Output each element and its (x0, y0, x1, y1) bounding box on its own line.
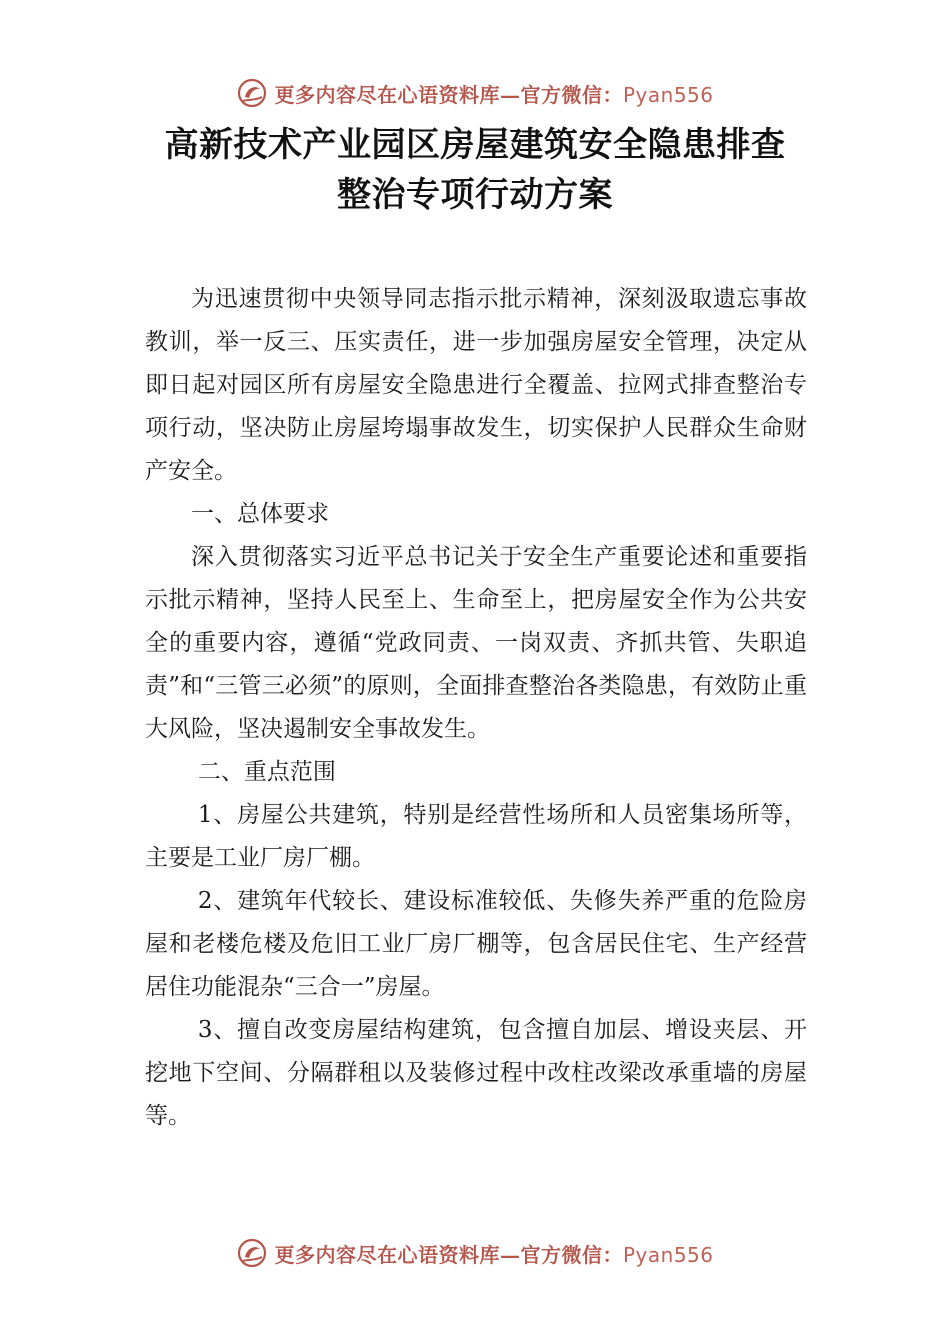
title-line-1: 高新技术产业园区房屋建筑安全隐患排查 (164, 125, 786, 165)
scope-item-2: 2、建筑年代较长、建设标准较低、失修失养严重的危险房屋和老楼危楼及危旧工业厂房厂棚等，包含居民住宅、生产经营居住功能混杂“三合一”房屋。 (145, 888, 807, 1000)
logo-icon (236, 1237, 268, 1269)
scope-item-1: 1、房屋公共建筑，特别是经营性场所和人员密集场所等，主要是工业厂房厂棚。 (145, 802, 807, 871)
section-1-paragraph: 深入贯彻落实习近平总书记关于安全生产重要论述和重要指示批示精神，坚持人民至上、生命至上，把房屋安全作为公共安全的重要内容，遵循“党政同责、一岗双责、齐抓共管、失职追责”和“三管三必须”的原则，全面排查整治各类隐患，有效防止重大风险，坚决遏制安全事故发生。 (145, 544, 807, 742)
watermark-text (274, 1239, 713, 1268)
section-2-heading: 二、重点范围 (197, 759, 336, 785)
section-1-heading: 一、总体要求 (191, 501, 329, 527)
watermark-label: 更多内容尽在心语资料库—官方微信： (274, 82, 623, 107)
watermark-text (274, 79, 713, 108)
watermark-account: Pyan556 (622, 82, 714, 107)
logo-icon (236, 77, 268, 109)
watermark-header (0, 73, 950, 113)
scope-item-3: 3、擅自改变房屋结构建筑，包含擅自加层、增设夹层、开挖地下空间、分隔群租以及装修过程中改柱改梁改承重墙的房屋等。 (145, 1017, 807, 1129)
watermark-account: Pyan556 (622, 1242, 714, 1267)
document-body (145, 278, 807, 1138)
intro-paragraph: 为迅速贯彻中央领导同志指示批示精神，深刻汲取遗忘事故教训，举一反三、压实责任，进一步加强房屋安全管理，决定从即日起对园区所有房屋安全隐患进行全覆盖、拉网式排查整治专项行动，坚决防止房屋垮塌事故发生，切实保护人民群众生命财产安全。 (145, 286, 807, 484)
document-title (0, 120, 950, 220)
watermark-footer (0, 1233, 950, 1273)
title-line-2: 整治专项行动方案 (337, 175, 613, 215)
watermark-label: 更多内容尽在心语资料库—官方微信： (274, 1242, 623, 1267)
